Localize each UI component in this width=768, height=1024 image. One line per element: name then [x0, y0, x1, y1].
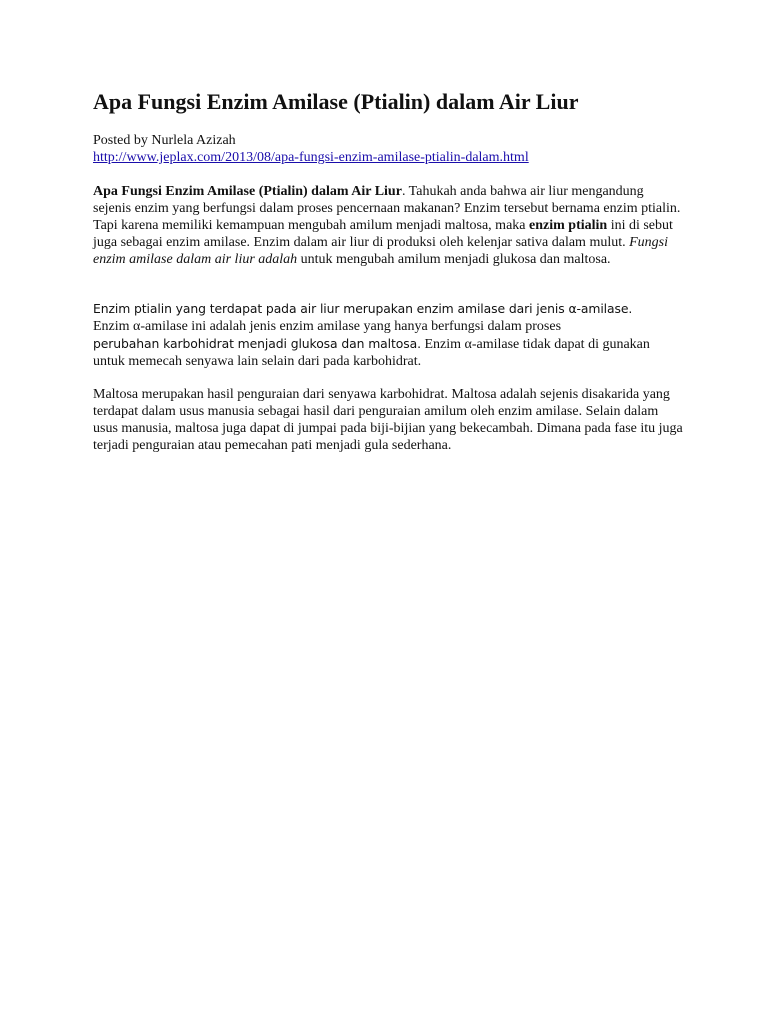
- intro-italic: Fungsi enzim amilase dalam air liur adalah: [93, 235, 669, 267]
- paragraph-intro: [93, 183, 683, 268]
- intro-text-3: untuk mengubah amilum menjadi glukosa dan maltosa.: [297, 252, 611, 267]
- alpha-line-2: Enzim α-amilase ini adalah jenis enzim amilase yang hanya berfungsi dalam proses: [93, 319, 562, 334]
- alpha-line-3-sans: perubahan karbohidrat menjadi glukosa dan maltosa.: [93, 336, 421, 351]
- intro-text-1: . Tahukah anda bahwa air liur mengandung sejenis enzim yang berfungsi dalam proses pencernaan makanan? Enzim tersebut bernama enzim ptialin. Tapi karena memiliki kemampuan mengubah amilum menjadi maltosa, maka: [93, 184, 681, 233]
- intro-bold-enzim-ptialin: enzim ptialin: [529, 218, 608, 233]
- paragraph-maltosa: Maltosa merupakan hasil penguraian dari senyawa karbohidrat. Maltosa adalah sejenis disakarida yang terdapat dalam usus manusia sebagai hasil dari penguraian amilum oleh enzim amilase. Selain dalam usus manusia, maltosa juga dapat di jumpai pada biji-bijian yang bekecambah. Dimana pada fase itu juga terjadi penguraian atau pemecahan pati menjadi gula sederhana.: [93, 387, 683, 453]
- byline: Posted by Nurlela Azizah: [93, 133, 236, 148]
- source-link[interactable]: http://www.jeplax.com/2013/08/apa-fungsi-enzim-amilase-ptialin-dalam.html: [93, 150, 529, 165]
- paragraph-alpha-amilase: [93, 300, 683, 370]
- intro-text-2: ini di sebut juga sebagai enzim amilase. Enzim dalam air liur di produksi oleh kelenjar sativa dalam mulut.: [93, 218, 673, 250]
- alpha-line-3-rest: Enzim α-amilase tidak dapat di gunakan untuk memecah senyawa lain selain dari pada karbohidrat.: [93, 337, 650, 369]
- article-title: Apa Fungsi Enzim Amilase (Ptialin) dalam Air Liur: [93, 89, 579, 114]
- article-meta: [93, 132, 529, 166]
- alpha-line-1: Enzim ptialin yang terdapat pada air liur merupakan enzim amilase dari jenis α-amilase.: [93, 301, 633, 316]
- intro-lead-bold: Apa Fungsi Enzim Amilase (Ptialin) dalam Air Liur: [93, 184, 402, 199]
